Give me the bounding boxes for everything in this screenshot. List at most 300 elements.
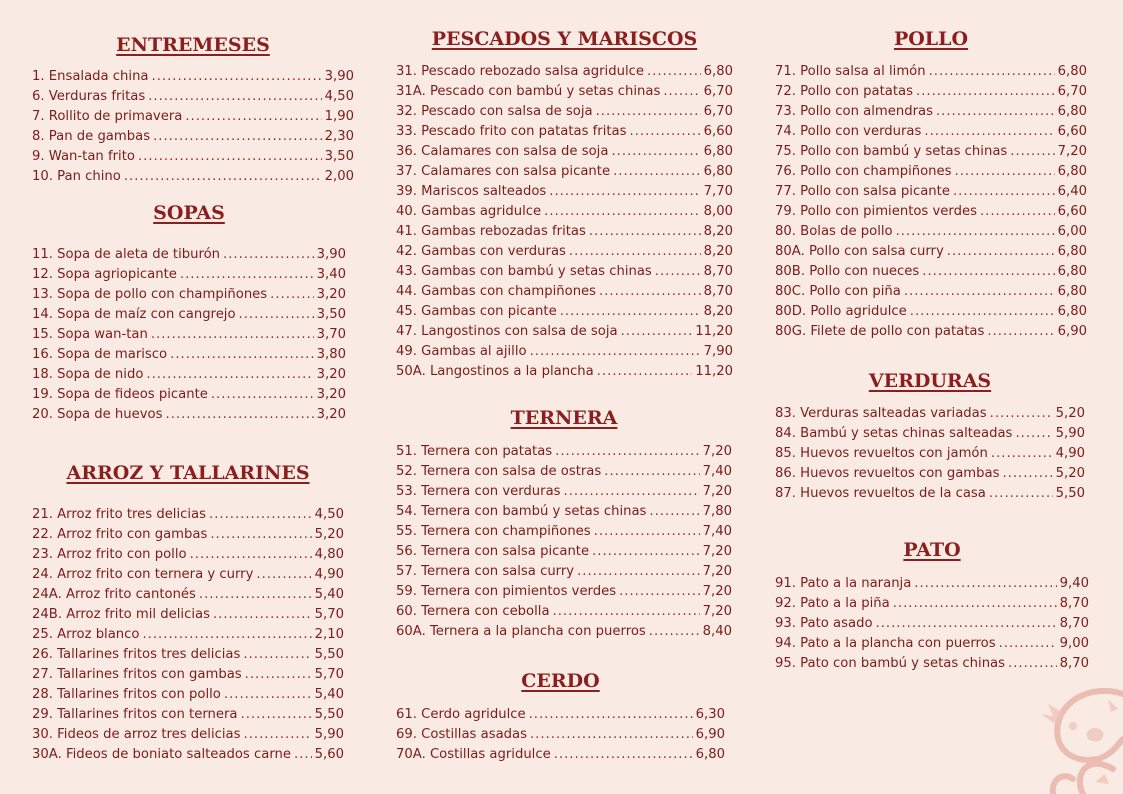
dot-leader <box>647 62 701 82</box>
menu-item <box>396 725 725 745</box>
dot-leader <box>594 522 700 542</box>
menu-list <box>396 442 732 642</box>
menu-item <box>396 202 733 222</box>
menu-item <box>32 665 344 685</box>
dot-leader <box>166 405 314 425</box>
menu-item-name: 74. Pollo con verduras <box>775 124 922 139</box>
menu-item <box>396 705 725 725</box>
menu-item-price: 5,50 <box>314 707 344 722</box>
menu-item <box>775 322 1087 342</box>
menu-item-price: 7,20 <box>702 604 732 619</box>
menu-item <box>775 404 1085 424</box>
menu-item <box>396 302 733 322</box>
menu-item-price: 3,40 <box>316 267 346 282</box>
menu-item-price: 4,90 <box>314 567 344 582</box>
dot-leader <box>244 725 312 745</box>
menu-item-name: 73. Pollo con almendras <box>775 104 933 119</box>
menu-item-price: 7,20 <box>702 564 732 579</box>
dot-leader <box>241 705 312 725</box>
menu-item-name: 31. Pescado rebozado salsa agridulce <box>396 64 644 79</box>
dot-leader <box>224 685 312 705</box>
dot-leader <box>151 325 314 345</box>
menu-item <box>32 725 344 745</box>
menu-item-price: 7,80 <box>702 504 732 519</box>
menu-item <box>32 127 354 147</box>
dot-leader <box>597 362 692 382</box>
menu-item <box>396 745 725 765</box>
dot-leader <box>153 127 322 147</box>
menu-item-price: 7,20 <box>702 584 732 599</box>
menu-item-name: 91. Pato a la naranja <box>775 576 912 591</box>
menu-item-name: 1. Ensalada china <box>32 69 149 84</box>
menu-item-price: 3,50 <box>316 307 346 322</box>
dot-leader <box>953 182 1055 202</box>
menu-item <box>396 442 732 462</box>
dot-leader <box>910 302 1055 322</box>
dot-leader <box>914 574 1056 594</box>
menu-list <box>32 67 354 187</box>
menu-item-name: 54. Ternera con bambú y setas chinas <box>396 504 647 519</box>
menu-item-name: 50A. Langostinos a la plancha <box>396 364 594 379</box>
menu-item-name: 86. Huevos revueltos con gambas <box>775 466 1000 481</box>
dot-leader <box>649 622 700 642</box>
menu-item-name: 56. Ternera con salsa picante <box>396 544 590 559</box>
dot-leader <box>170 345 313 365</box>
menu-item <box>396 242 733 262</box>
menu-item-price: 8,20 <box>703 244 733 259</box>
section-title: SOPAS <box>153 202 225 224</box>
dot-leader <box>564 482 700 502</box>
menu-item-price: 3,80 <box>316 347 346 362</box>
menu-item <box>396 262 733 282</box>
menu-item <box>32 525 344 545</box>
menu-item-price: 7,20 <box>702 544 732 559</box>
dot-leader <box>929 62 1055 82</box>
menu-item-name: 75. Pollo con bambú y setas chinas <box>775 144 1008 159</box>
menu-item-name: 24. Arroz frito con ternera y curry <box>32 567 254 582</box>
menu-item <box>775 142 1087 162</box>
menu-item-name: 13. Sopa de pollo con champiñones <box>32 287 268 302</box>
menu-item <box>32 305 346 325</box>
menu-item <box>32 645 344 665</box>
menu-item <box>396 602 732 622</box>
menu-item-name: 30. Fideos de arroz tres delicias <box>32 727 241 742</box>
menu-item-name: 29. Tallarines fritos con ternera <box>32 707 238 722</box>
dot-leader <box>138 147 322 167</box>
menu-item-price: 9,40 <box>1059 576 1089 591</box>
menu-item <box>775 202 1087 222</box>
menu-item-price: 7,40 <box>702 464 732 479</box>
dot-leader <box>630 122 701 142</box>
menu-item <box>775 614 1089 634</box>
section-title: TERNERA <box>510 407 618 429</box>
menu-item <box>32 107 354 127</box>
dot-leader <box>146 365 313 385</box>
dot-leader <box>876 614 1057 634</box>
dot-leader <box>989 484 1053 504</box>
menu-item-price: 6,60 <box>1057 204 1087 219</box>
menu-item <box>32 325 346 345</box>
menu-item-price: 8,00 <box>703 204 733 219</box>
dot-leader <box>947 242 1055 262</box>
menu-item <box>32 345 346 365</box>
section-title: ARROZ Y TALLARINES <box>66 462 310 484</box>
section-title: CERDO <box>521 670 600 692</box>
menu-item-name: 24B. Arroz frito mil delicias <box>32 607 210 622</box>
dot-leader <box>1002 464 1052 484</box>
menu-item <box>396 522 732 542</box>
dot-leader <box>243 645 311 665</box>
menu-item <box>396 542 732 562</box>
menu-item-name: 77. Pollo con salsa picante <box>775 184 950 199</box>
menu-item-name: 60. Ternera con cebolla <box>396 604 550 619</box>
section-arroz-y-tallarines <box>32 461 344 765</box>
menu-item-price: 7,20 <box>702 444 732 459</box>
menu-item <box>775 574 1089 594</box>
dot-leader <box>530 342 701 362</box>
menu-item-name: 16. Sopa de marisco <box>32 347 168 362</box>
menu-item-name: 27. Tallarines fritos con gambas <box>32 667 242 682</box>
menu-item-price: 5,20 <box>1055 406 1085 421</box>
menu-item <box>32 705 344 725</box>
dot-leader <box>611 142 700 162</box>
menu-item-price: 3,20 <box>316 287 346 302</box>
menu-item-price: 8,40 <box>702 624 732 639</box>
menu-item-price: 3,50 <box>324 149 354 164</box>
menu-item-name: 72. Pollo con patatas <box>775 84 913 99</box>
menu-item <box>396 182 733 202</box>
menu-item-price: 7,20 <box>1057 144 1087 159</box>
menu-item <box>32 625 344 645</box>
dot-leader <box>592 542 700 562</box>
dot-leader <box>955 162 1055 182</box>
menu-item <box>396 82 733 102</box>
dot-leader <box>553 602 700 622</box>
dot-leader <box>893 594 1057 614</box>
menu-item <box>775 222 1087 242</box>
dot-leader <box>649 502 699 522</box>
dot-leader <box>210 525 311 545</box>
menu-item-name: 80D. Pollo agridulce <box>775 304 907 319</box>
menu-item-price: 4,50 <box>324 89 354 104</box>
menu-item <box>32 147 354 167</box>
dot-leader <box>621 322 693 342</box>
menu-item-name: 40. Gambas agridulce <box>396 204 542 219</box>
dot-leader <box>544 202 701 222</box>
menu-item-name: 12. Sopa agriopicante <box>32 267 177 282</box>
menu-item-name: 15. Sopa wan-tan <box>32 327 148 342</box>
dot-leader <box>530 725 693 745</box>
menu-item-price: 6,90 <box>695 727 725 742</box>
dot-leader <box>916 82 1055 102</box>
menu-item <box>32 245 346 265</box>
dot-leader <box>199 585 312 605</box>
menu-item-name: 41. Gambas rebozadas fritas <box>396 224 586 239</box>
menu-item-price: 5,50 <box>314 647 344 662</box>
menu-item-price: 5,90 <box>314 727 344 742</box>
menu-item-name: 7. Rollito de primavera <box>32 109 183 124</box>
menu-item-price: 3,90 <box>316 247 346 262</box>
menu-item <box>775 302 1087 322</box>
menu-item-name: 93. Pato asado <box>775 616 873 631</box>
dot-leader <box>555 442 699 462</box>
dot-leader <box>223 245 314 265</box>
menu-item-name: 19. Sopa de fideos picante <box>32 387 208 402</box>
menu-item-name: 6. Verduras fritas <box>32 89 146 104</box>
menu-item-name: 80. Bolas de pollo <box>775 224 893 239</box>
menu-item-price: 6,60 <box>1057 124 1087 139</box>
menu-item-price: 1,90 <box>324 109 354 124</box>
menu-item-price: 6,80 <box>1057 284 1087 299</box>
menu-item <box>396 462 732 482</box>
menu-item-price: 8,70 <box>1059 616 1089 631</box>
menu-item <box>396 62 733 82</box>
dot-leader <box>213 605 312 625</box>
dot-leader <box>239 305 314 325</box>
menu-item-name: 8. Pan de gambas <box>32 129 151 144</box>
menu-item-name: 44. Gambas con champiñones <box>396 284 597 299</box>
dot-leader <box>142 625 311 645</box>
menu-item <box>775 122 1087 142</box>
menu-item <box>775 282 1087 302</box>
menu-item <box>775 444 1085 464</box>
menu-item <box>775 82 1087 102</box>
menu-item-price: 8,70 <box>703 284 733 299</box>
menu-item <box>396 362 733 382</box>
menu-item-price: 3,70 <box>316 327 346 342</box>
menu-item-price: 3,20 <box>316 387 346 402</box>
menu-item <box>32 405 346 425</box>
dot-leader <box>990 404 1053 424</box>
menu-item-name: 80C. Pollo con piña <box>775 284 901 299</box>
menu-list <box>775 62 1087 342</box>
dot-leader <box>999 634 1057 654</box>
menu-item-name: 43. Gambas con bambú y setas chinas <box>396 264 652 279</box>
menu-item-price: 5,40 <box>314 587 344 602</box>
menu-item-name: 45. Gambas con picante <box>396 304 557 319</box>
menu-item <box>775 182 1087 202</box>
dot-leader <box>569 242 701 262</box>
menu-item-price: 6,80 <box>1057 64 1087 79</box>
menu-item-price: 3,20 <box>316 367 346 382</box>
menu-item-name: 84. Bambú y setas chinas salteadas <box>775 426 1013 441</box>
menu-item <box>396 502 732 522</box>
menu-item <box>32 167 354 187</box>
menu-item-price: 4,80 <box>314 547 344 562</box>
dot-leader <box>604 462 699 482</box>
menu-item <box>396 482 732 502</box>
menu-list <box>775 404 1085 504</box>
section-ternera <box>396 406 732 642</box>
menu-item-price: 5,70 <box>314 667 344 682</box>
menu-item-name: 14. Sopa de maíz con cangrejo <box>32 307 236 322</box>
dot-leader <box>599 282 701 302</box>
menu-item <box>775 242 1087 262</box>
dot-leader <box>245 665 312 685</box>
menu-item-name: 51. Ternera con patatas <box>396 444 553 459</box>
menu-item-price: 6,80 <box>695 747 725 762</box>
menu-item-name: 9. Wan-tan frito <box>32 149 135 164</box>
menu-item-price: 5,20 <box>1055 466 1085 481</box>
menu-item-name: 39. Mariscos salteados <box>396 184 547 199</box>
menu-item-name: 28. Tallarines fritos con pollo <box>32 687 221 702</box>
section-pescados-y-mariscos <box>396 27 733 382</box>
dot-leader <box>152 67 322 87</box>
menu-item-name: 80G. Filete de pollo con patatas <box>775 324 985 339</box>
menu-item-price: 5,90 <box>1055 426 1085 441</box>
menu-item-price: 4,90 <box>1055 446 1085 461</box>
menu-item-price: 6,70 <box>703 84 733 99</box>
dot-leader <box>529 705 693 725</box>
dot-leader <box>987 322 1054 342</box>
section-sopas <box>32 201 346 425</box>
dot-leader <box>596 102 701 122</box>
menu-list <box>32 505 344 765</box>
menu-item-price: 7,20 <box>702 484 732 499</box>
menu-item <box>32 385 346 405</box>
menu-item-name: 20. Sopa de huevos <box>32 407 163 422</box>
menu-item-price: 9,00 <box>1059 636 1089 651</box>
menu-item-name: 92. Pato a la piña <box>775 596 890 611</box>
dot-leader <box>190 545 312 565</box>
menu-item <box>32 545 344 565</box>
menu-item-name: 23. Arroz frito con pollo <box>32 547 187 562</box>
menu-item-name: 32. Pescado con salsa de soja <box>396 104 593 119</box>
menu-item-name: 33. Pescado frito con patatas fritas <box>396 124 627 139</box>
menu-item <box>775 102 1087 122</box>
menu-item-price: 8,70 <box>703 264 733 279</box>
menu-item-price: 11,20 <box>695 364 733 379</box>
menu-item-name: 52. Ternera con salsa de ostras <box>396 464 602 479</box>
dot-leader <box>922 262 1054 282</box>
dot-leader <box>924 122 1054 142</box>
menu-item-name: 55. Ternera con champiñones <box>396 524 591 539</box>
menu-item-price: 6,80 <box>1057 304 1087 319</box>
menu-item-name: 61. Cerdo agridulce <box>396 707 526 722</box>
menu-item-price: 5,40 <box>314 687 344 702</box>
menu-item-name: 10. Pan chino <box>32 169 121 184</box>
menu-item-price: 6,40 <box>1057 184 1087 199</box>
dot-leader <box>124 167 322 187</box>
menu-item-price: 6,80 <box>1057 264 1087 279</box>
menu-item-name: 26. Tallarines fritos tres delicias <box>32 647 241 662</box>
menu-item-name: 25. Arroz blanco <box>32 627 140 642</box>
dot-leader <box>1015 424 1052 444</box>
dot-leader <box>294 745 312 765</box>
dot-leader <box>613 162 701 182</box>
menu-item <box>396 282 733 302</box>
dot-leader <box>270 285 313 305</box>
menu-item <box>396 342 733 362</box>
menu-item-price: 6,80 <box>703 144 733 159</box>
menu-item <box>775 484 1085 504</box>
menu-item <box>775 262 1087 282</box>
menu-item-name: 57. Ternera con salsa curry <box>396 564 575 579</box>
dot-leader <box>904 282 1055 302</box>
menu-item-price: 2,10 <box>314 627 344 642</box>
dot-leader <box>655 262 701 282</box>
menu-item <box>775 594 1089 614</box>
menu-item <box>32 265 346 285</box>
menu-item <box>396 142 733 162</box>
menu-item <box>32 505 344 525</box>
menu-item-price: 6,90 <box>1057 324 1087 339</box>
menu-item-name: 87. Huevos revueltos de la casa <box>775 486 986 501</box>
menu-list <box>396 62 733 382</box>
menu-item-price: 5,20 <box>314 527 344 542</box>
menu-item <box>32 67 354 87</box>
menu-item-price: 5,50 <box>1055 486 1085 501</box>
menu-item <box>396 162 733 182</box>
menu-item <box>396 222 733 242</box>
menu-item-price: 8,20 <box>703 304 733 319</box>
menu-item-price: 11,20 <box>695 324 733 339</box>
menu-item <box>32 365 346 385</box>
dot-leader <box>991 444 1053 464</box>
dot-leader <box>180 265 314 285</box>
dragon-icon <box>923 654 1123 794</box>
menu-item <box>396 562 732 582</box>
menu-item-name: 85. Huevos revueltos con jamón <box>775 446 988 461</box>
menu-item-price: 6,30 <box>695 707 725 722</box>
menu-item-name: 36. Calamares con salsa de soja <box>396 144 609 159</box>
menu-item-name: 22. Arroz frito con gambas <box>32 527 208 542</box>
section-entremeses <box>32 33 354 187</box>
menu-item-name: 11. Sopa de aleta de tiburón <box>32 247 221 262</box>
dot-leader <box>663 82 700 102</box>
menu-item-name: 31A. Pescado con bambú y setas chinas <box>396 84 661 99</box>
menu-item-name: 76. Pollo con champiñones <box>775 164 952 179</box>
menu-item-price: 6,70 <box>703 104 733 119</box>
dot-leader <box>560 302 701 322</box>
dot-leader <box>256 565 311 585</box>
menu-list <box>32 245 346 425</box>
menu-item-name: 71. Pollo salsa al limón <box>775 64 926 79</box>
menu-item-price: 8,70 <box>1059 596 1089 611</box>
menu-item <box>775 464 1085 484</box>
menu-item-name: 70A. Costillas agridulce <box>396 747 551 762</box>
dot-leader <box>936 102 1055 122</box>
menu-item-price: 6,80 <box>1057 244 1087 259</box>
section-cerdo <box>396 669 725 765</box>
dot-leader <box>896 222 1055 242</box>
dot-leader <box>619 582 700 602</box>
menu-item <box>396 122 733 142</box>
menu-item-name: 94. Pato a la plancha con puerros <box>775 636 996 651</box>
menu-item <box>32 565 344 585</box>
menu-item <box>775 424 1085 444</box>
menu-item-name: 79. Pollo con pimientos verdes <box>775 204 977 219</box>
menu-item <box>32 745 344 765</box>
dot-leader <box>589 222 701 242</box>
menu-item <box>32 87 354 107</box>
dot-leader <box>577 562 700 582</box>
menu-item-price: 6,80 <box>1057 164 1087 179</box>
menu-item-name: 18. Sopa de nido <box>32 367 144 382</box>
menu-item-name: 69. Costillas asadas <box>396 727 527 742</box>
menu-item <box>32 605 344 625</box>
menu-item-name: 60A. Ternera a la plancha con puerros <box>396 624 646 639</box>
menu-item-price: 6,80 <box>1057 104 1087 119</box>
menu-item-price: 7,40 <box>702 524 732 539</box>
menu-item-price: 6,60 <box>703 124 733 139</box>
menu-item-price: 6,70 <box>1057 84 1087 99</box>
menu-item-name: 49. Gambas al ajillo <box>396 344 527 359</box>
menu-item <box>396 622 732 642</box>
section-title: ENTREMESES <box>116 34 270 56</box>
menu-item <box>396 102 733 122</box>
section-verduras <box>775 369 1085 504</box>
